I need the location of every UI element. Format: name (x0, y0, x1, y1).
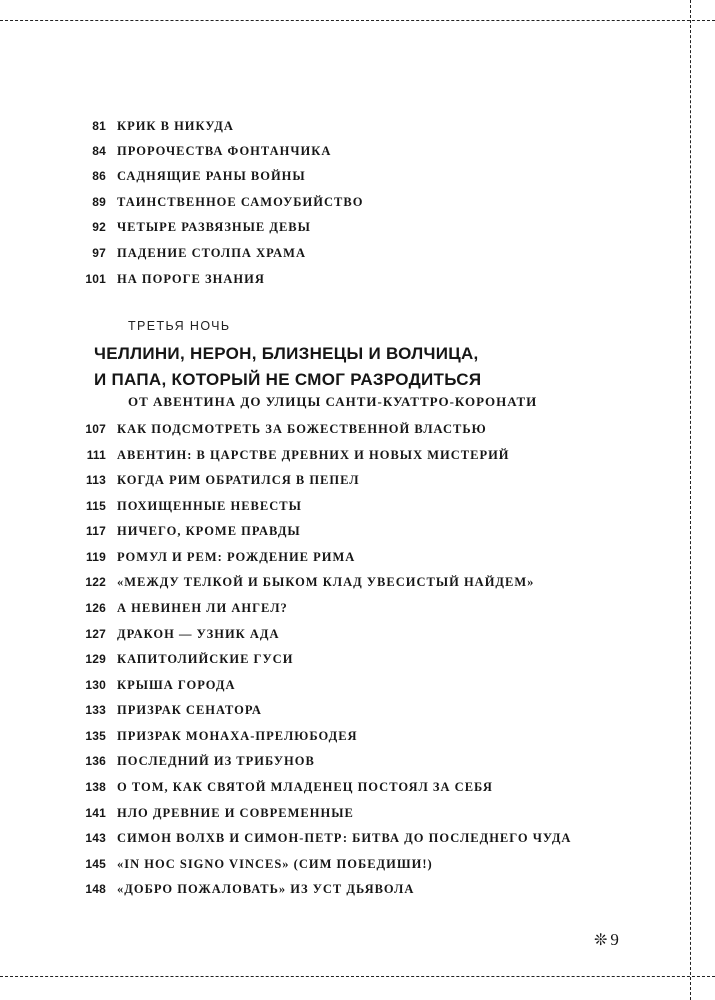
toc-entry (0, 751, 315, 771)
toc-entry-title: НИЧЕГО, КРОМЕ ПРАВДЫ (117, 523, 301, 538)
toc-entry-title: САДНЯЩИЕ РАНЫ ВОЙНЫ (117, 168, 306, 183)
toc-entry-title: КАК ПОДСМОТРЕТЬ ЗА БОЖЕСТВЕННОЙ ВЛАСТЬЮ (117, 421, 487, 436)
toc-entry (0, 879, 414, 899)
toc-entry-title: «МЕЖДУ ТЕЛКОЙ И БЫКОМ КЛАД УВЕСИСТЫЙ НАЙДЕМ» (117, 574, 535, 589)
toc-page-number: 84 (92, 144, 106, 158)
toc-page-number: 135 (85, 729, 106, 743)
toc-entry (0, 726, 358, 746)
toc-entry-title: ПОСЛЕДНИЙ ИЗ ТРИБУНОВ (117, 753, 315, 768)
section-label: ТРЕТЬЯ НОЧЬ (128, 319, 231, 333)
toc-page-number: 107 (85, 422, 106, 436)
toc-entry-title: «ДОБРО ПОЖАЛОВАТЬ» ИЗ УСТ ДЬЯВОЛА (117, 881, 415, 896)
toc-page-number: 111 (86, 448, 106, 462)
toc-entry-title: ПОХИЩЕННЫЕ НЕВЕСТЫ (117, 498, 302, 513)
toc-page-number: 127 (85, 627, 106, 641)
toc-entry-title: КОГДА РИМ ОБРАТИЛСЯ В ПЕПЕЛ (117, 472, 360, 487)
toc-page-number: 86 (92, 169, 106, 183)
toc-entry-title: НА ПОРОГЕ ЗНАНИЯ (117, 271, 265, 286)
toc-page-number: 115 (86, 499, 106, 513)
cut-line-top (0, 20, 715, 21)
toc-entry (0, 116, 234, 136)
toc-entry (0, 419, 487, 439)
toc-entry (0, 166, 306, 186)
toc-entry-title: АВЕНТИН: В ЦАРСТВЕ ДРЕВНИХ И НОВЫХ МИСТЕРИЙ (117, 447, 510, 462)
toc-page-number: 101 (85, 272, 106, 286)
toc-page-number: 81 (92, 119, 106, 133)
toc-page-number: 122 (85, 575, 106, 589)
page-number (594, 930, 619, 950)
cut-line-bottom (0, 976, 715, 977)
toc-entry (0, 700, 262, 720)
toc-page-number: 117 (86, 524, 106, 538)
toc-entry (0, 624, 280, 644)
toc-entry (0, 803, 354, 823)
toc-entry-title: «IN HOC SIGNO VINCES» (СИМ ПОБЕДИШИ!) (117, 856, 433, 871)
toc-entry (0, 547, 355, 567)
toc-entry-title: О ТОМ, КАК СВЯТОЙ МЛАДЕНЕЦ ПОСТОЯЛ ЗА СЕБЯ (117, 779, 493, 794)
chapter-title-line-1: ЧЕЛЛИНИ, НЕРОН, БЛИЗНЕЦЫ И ВОЛЧИЦА, (94, 344, 479, 363)
toc-entry-title: ЧЕТЫРЕ РАЗВЯЗНЫЕ ДЕВЫ (117, 219, 311, 234)
toc-entry-title: РОМУЛ И РЕМ: РОЖДЕНИЕ РИМА (117, 549, 356, 564)
toc-entry-title: ПРИЗРАК СЕНАТОРА (117, 702, 262, 717)
chapter-route: ОТ АВЕНТИНА ДО УЛИЦЫ САНТИ-КУАТТРО-КОРОНАТИ (128, 394, 538, 409)
chapter-title-line-2: И ПАПА, КОТОРЫЙ НЕ СМОГ РАЗРОДИТЬСЯ (94, 370, 482, 389)
toc-entry (0, 649, 293, 669)
toc-entry-title: А НЕВИНЕН ЛИ АНГЕЛ? (117, 600, 288, 615)
toc-entry (0, 521, 301, 541)
toc-entry (0, 470, 360, 490)
toc-entry (0, 828, 571, 848)
toc-page-number: 97 (92, 246, 106, 260)
cut-line-right (690, 0, 691, 1000)
toc-entry (0, 269, 265, 289)
toc-entry-title: КРИК В НИКУДА (117, 118, 234, 133)
toc-entry (0, 598, 288, 618)
toc-page-number: 130 (85, 678, 106, 692)
toc-entry (0, 675, 236, 695)
toc-entry-title: ПРИЗРАК МОНАХА-ПРЕЛЮБОДЕЯ (117, 728, 358, 743)
toc-entry-title: ПАДЕНИЕ СТОЛПА ХРАМА (117, 245, 307, 260)
toc-entry (0, 445, 510, 465)
toc-entry (0, 572, 534, 592)
toc-entry-title: ДРАКОН — УЗНИК АДА (117, 626, 280, 641)
toc-page-number: 119 (86, 550, 106, 564)
toc-page-number: 92 (92, 220, 106, 234)
snowflake-ornament-icon: ❊ (594, 932, 608, 949)
toc-entry-title: ТАИНСТВЕННОЕ САМОУБИЙСТВО (117, 194, 364, 209)
toc-page-number: 138 (85, 780, 106, 794)
toc-entry-title: КРЫША ГОРОДА (117, 677, 236, 692)
toc-page-number: 145 (85, 857, 106, 871)
chapter-title (94, 341, 481, 393)
toc-entry-title: СИМОН ВОЛХВ И СИМОН-ПЕТР: БИТВА ДО ПОСЛЕДНЕГО ЧУДА (117, 830, 572, 845)
toc-page-number: 136 (85, 754, 106, 768)
toc-page-number: 133 (85, 703, 106, 717)
toc-entry (0, 496, 302, 516)
toc-entry-title: ПРОРОЧЕСТВА ФОНТАНЧИКА (117, 143, 332, 158)
toc-entry (0, 777, 493, 797)
toc-entry (0, 192, 363, 212)
toc-entry (0, 854, 433, 874)
toc-page-number: 129 (85, 652, 106, 666)
toc-entry-title: НЛО ДРЕВНИЕ И СОВРЕМЕННЫЕ (117, 805, 354, 820)
page-number-value: 9 (610, 930, 619, 949)
toc-entry (0, 141, 331, 161)
toc-entry-title: КАПИТОЛИЙСКИЕ ГУСИ (117, 651, 294, 666)
toc-page-number: 126 (85, 601, 106, 615)
toc-page-number: 141 (85, 806, 106, 820)
toc-entry (0, 217, 311, 237)
toc-page-number: 148 (85, 882, 106, 896)
toc-page-number: 89 (92, 195, 106, 209)
toc-entry (0, 243, 306, 263)
toc-page-number: 113 (86, 473, 106, 487)
toc-page-number: 143 (85, 831, 106, 845)
